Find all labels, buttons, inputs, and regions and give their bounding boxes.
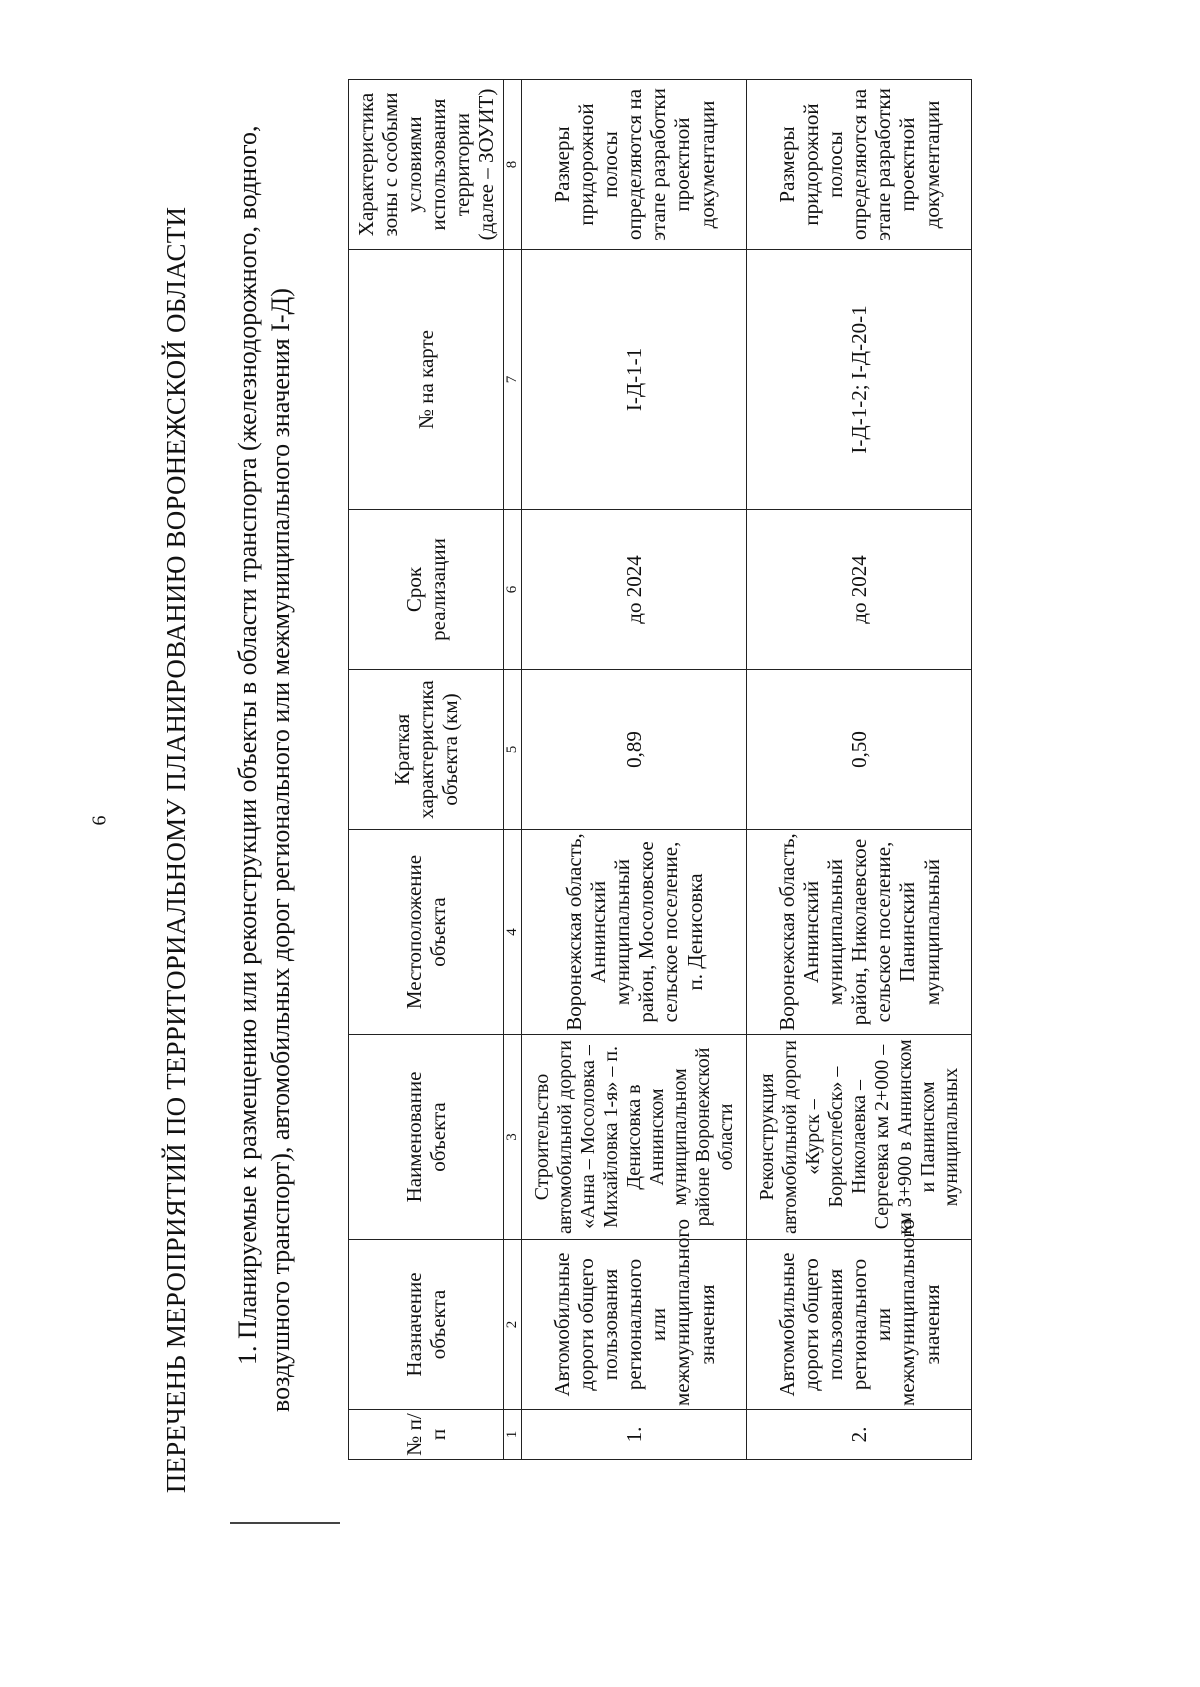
row-purpose: Автомобильные дороги общего пользования регионального или межмуниципального значения <box>747 1240 972 1410</box>
table-row <box>747 80 972 1460</box>
column-number: 7 <box>504 250 522 510</box>
header-name: Наименование объекта <box>349 1035 504 1240</box>
row-location: Воронежская область, Аннинский муниципальный район, Николаевское сельское поселение, Панинский муниципальный <box>747 830 972 1035</box>
row-zone: Размеры придорожной полосы определяются на этапе разработки проектной документации <box>747 80 972 250</box>
header-length: Краткая характеристика объекта (км) <box>349 670 504 830</box>
row-term: до 2024 <box>522 510 747 670</box>
row-location: Воронежская область, Аннинский муниципальный район, Мосоловское сельское поселение, п. Денисовка <box>522 830 747 1035</box>
header-zone: Характеристика зоны с особыми условиями использования территории (далее – ЗОУИТ) <box>349 80 504 250</box>
column-number: 2 <box>504 1240 522 1410</box>
row-zone: Размеры придорожной полосы определяются на этапе разработки проектной документации <box>522 80 747 250</box>
column-number: 6 <box>504 510 522 670</box>
column-number: 1 <box>504 1410 522 1460</box>
section-heading-line1: 1. Планируемые к размещению или реконструкции объекты в области транспорта (железнодорожного, водного, <box>233 125 263 1365</box>
table-header-row <box>349 80 504 1460</box>
row-num: 1. <box>522 1410 747 1460</box>
header-term: Срок реализации <box>349 510 504 670</box>
row-name: Реконструкция автомобильной дороги «Курск – Борисоглебск» – Николаевка – Сергеевка км 2+000 – км 3+900 в Аннинском и Панинском муниципальных <box>747 1035 972 1240</box>
row-num: 2. <box>747 1410 972 1460</box>
row-length: 0,89 <box>522 670 747 830</box>
column-number: 4 <box>504 830 522 1035</box>
header-location: Местоположение объекта <box>349 830 504 1035</box>
row-length: 0,50 <box>747 670 972 830</box>
row-term: до 2024 <box>747 510 972 670</box>
section-heading-line2: воздушного транспорт), автомобильных дорог регионального или межмуниципального значения I-Д) <box>265 288 295 1412</box>
document-title: ПЕРЕЧЕНЬ МЕРОПРИЯТИЙ ПО ТЕРРИТОРИАЛЬНОМУ ПЛАНИРОВАНИЮ ВОРОНЕЖСКОЙ ОБЛАСТИ <box>161 206 191 1494</box>
row-map: I-Д-1-2; I-Д-20-1 <box>747 250 972 510</box>
header-purpose: Назначение объекта <box>349 1240 504 1410</box>
row-map: I-Д-1-1 <box>522 250 747 510</box>
column-number: 8 <box>504 80 522 250</box>
page-number: 6 <box>88 815 111 826</box>
table-row <box>522 80 747 1460</box>
row-name: Строительство автомобильной дороги «Анна – Мосоловка – Михайловка 1-я» – п. Денисовка в Аннинском муниципальном районе Воронежской области <box>522 1035 747 1240</box>
measures-table <box>348 79 972 1460</box>
row-purpose: Автомобильные дороги общего пользования регионального или межмуниципального значения <box>522 1240 747 1410</box>
column-number: 5 <box>504 670 522 830</box>
column-number-row <box>504 80 522 1460</box>
column-number: 3 <box>504 1035 522 1240</box>
section-heading <box>232 60 297 1640</box>
scan-mark <box>230 1522 340 1524</box>
header-map: № на карте <box>349 250 504 510</box>
header-num: № п/п <box>349 1410 504 1460</box>
rotated-page-content <box>160 60 1040 1640</box>
